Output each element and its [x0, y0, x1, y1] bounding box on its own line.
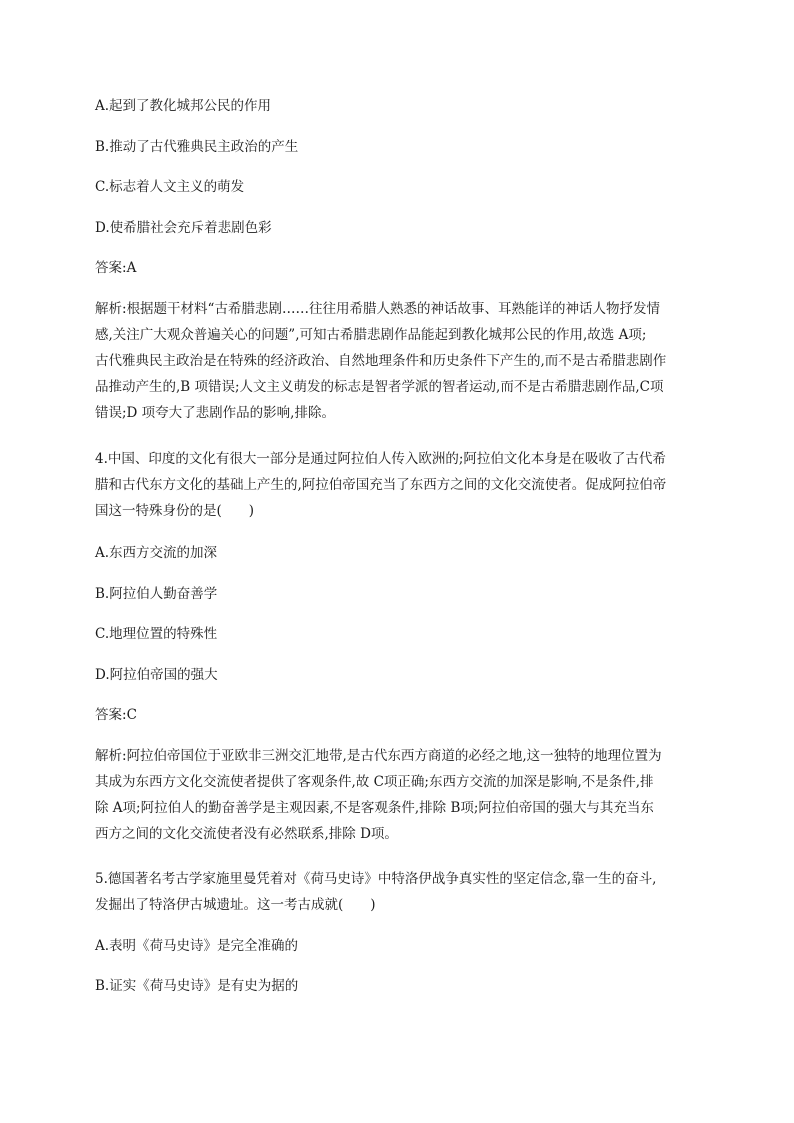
analysis-line: 除 A项;阿拉伯人的勤奋善学是主观因素,不是客观条件,排除 B项;阿拉伯帝国的强大与其充当东	[95, 800, 654, 816]
q4-option-d: D.阿拉伯帝国的强大	[95, 667, 218, 683]
q5-option-b: B.证实《荷马史诗》是有史为据的	[95, 978, 299, 994]
q3-answer	[95, 258, 136, 278]
answer-label: 答案:	[95, 707, 127, 723]
analysis-line: 解析:阿拉伯帝国位于亚欧非三洲交汇地带,是古代东西方商道的必经之地,这一独特的地理位置为	[95, 748, 662, 764]
q3-option-c: C.标志着人文主义的萌发	[95, 179, 245, 195]
stem-line: 发掘出了特洛伊古城遗址。这一考古成就( )	[95, 897, 376, 913]
answer-label: 答案:	[95, 260, 127, 276]
analysis-line: 错误;D 项夸大了悲剧作品的影响,排除。	[95, 405, 335, 421]
analysis-line: 解析:根据题干材料“古希腊悲剧……往往用希腊人熟悉的神话故事、耳熟能详的神话人物抒发情	[95, 301, 660, 317]
q3-option-a: A.起到了教化城邦公民的作用	[95, 98, 272, 114]
analysis-line: 品推动产生的,B 项错误;人文主义萌发的标志是智者学派的智者运动,而不是古希腊悲剧作品,C项	[95, 379, 664, 395]
q3-option-b: B.推动了古代雅典民主政治的产生	[95, 139, 299, 155]
q4-analysis	[95, 743, 700, 847]
analysis-line: 其成为东西方文化交流使者提供了客观条件,故 C项正确;东西方交流的加深是影响,不是条件,排	[95, 774, 654, 790]
q3-option-d: D.使希腊社会充斥着悲剧色彩	[95, 220, 272, 236]
analysis-label: 解析:	[95, 748, 127, 764]
analysis-line: 感,关注广大观众普遍关心的问题”,可知古希腊悲剧作品能起到教化城邦公民的作用,故选 A项;	[95, 327, 647, 343]
q4-option-c: C.地理位置的特殊性	[95, 626, 218, 642]
analysis-line: 古代雅典民主政治是在特殊的经济政治、自然地理条件和历史条件下产生的,而不是古希腊悲剧作	[95, 353, 667, 369]
q5-stem	[95, 866, 700, 918]
q4-stem	[95, 446, 700, 524]
analysis-label: 解析:	[95, 301, 127, 317]
q4-option-a: A.东西方交流的加深	[95, 545, 218, 561]
q3-analysis	[95, 296, 700, 426]
stem-line: 国这一特殊身份的是( )	[95, 503, 255, 519]
stem-line: 4.中国、印度的文化有很大一部分是通过阿拉伯人传入欧洲的;阿拉伯文化本身是在吸收了古代希	[95, 451, 666, 467]
answer-value: C	[126, 707, 137, 723]
stem-line: 5.德国著名考古学家施里曼凭着对《荷马史诗》中特洛伊战争真实性的坚定信念,靠一生的奋斗,	[95, 871, 657, 887]
q4-answer	[95, 705, 137, 725]
q4-option-b: B.阿拉伯人勤奋善学	[95, 586, 218, 602]
stem-line: 腊和古代东方文化的基础上产生的,阿拉伯帝国充当了东西方之间的文化交流使者。促成阿拉伯帝	[95, 477, 667, 493]
analysis-line: 西方之间的文化交流使者没有必然联系,排除 D项。	[95, 826, 398, 842]
answer-value: A	[126, 260, 137, 276]
q5-option-a: A.表明《荷马史诗》是完全准确的	[95, 938, 299, 954]
